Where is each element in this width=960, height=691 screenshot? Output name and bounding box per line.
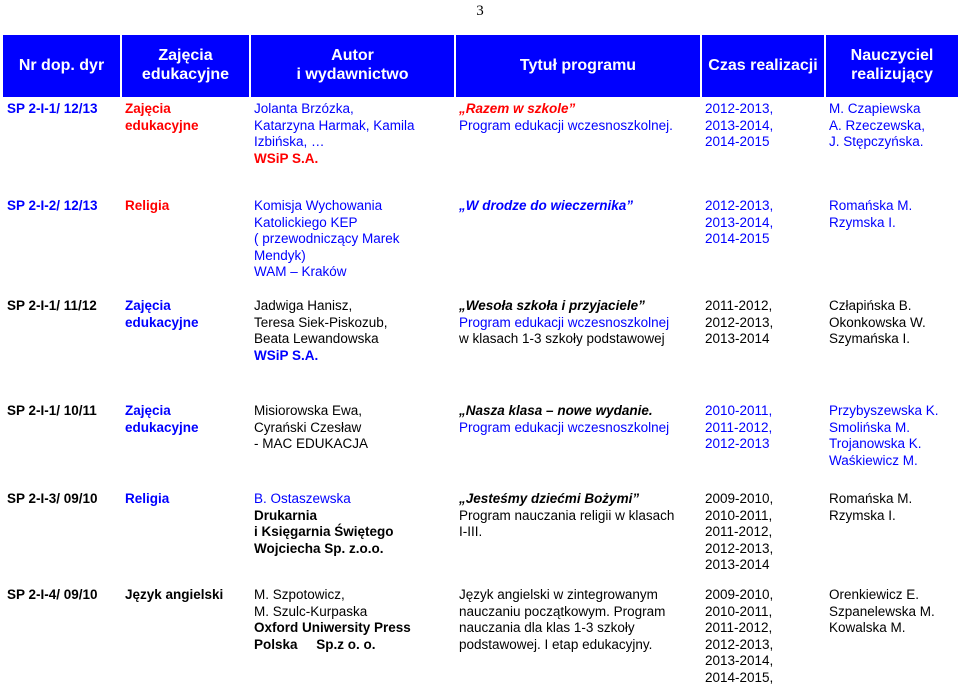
table-row <box>3 96 958 198</box>
czas-line: 2012-2013, <box>705 198 774 213</box>
header-autor <box>250 35 455 96</box>
czas-line: 2011-2012, <box>705 419 773 435</box>
teacher-line: Orenkiewicz E. <box>829 587 920 602</box>
cell-tytul <box>455 96 701 198</box>
cell-czas <box>701 491 825 587</box>
header-zajecia: Zajęcia edukacyjne <box>121 35 250 96</box>
teacher-line: Romańska M. <box>829 491 913 506</box>
table-header-row <box>3 35 958 96</box>
czas-line: 2010-2011, <box>705 403 773 418</box>
cell-czas <box>701 587 825 687</box>
autor-line: M. Szulc-Kurpaska <box>254 603 368 619</box>
cell-tytul <box>455 491 701 587</box>
cell-autor <box>250 587 455 687</box>
cell-autor <box>250 96 455 198</box>
program-desc: podstawowej. I etap edukacyjny. <box>459 636 653 652</box>
cell-autor <box>250 403 455 491</box>
header-nauczyciel: Nauczyciel realizujący <box>825 35 958 96</box>
cell-tytul <box>455 403 701 491</box>
cell-czas <box>701 96 825 198</box>
autor-line: Mendyk) <box>254 247 306 263</box>
cell-nauczyciel <box>825 491 958 587</box>
program-title: „Jesteśmy dziećmi Bożymi” <box>459 491 640 506</box>
wydawnictwo: WSiP S.A. <box>254 347 319 363</box>
autor-line: B. Ostaszewska <box>254 491 351 506</box>
czas-line: 2013-2014, <box>705 214 774 230</box>
czas-line: 2012-2013 <box>705 436 770 451</box>
program-desc: nauczania dla klas 1-3 szkoły <box>459 620 635 635</box>
wydawnictwo: WSiP S.A. <box>254 150 319 166</box>
wydawnictwo: Polska Sp.z o. o. <box>254 636 376 652</box>
page-number: 3 <box>476 3 484 19</box>
cell-tytul <box>455 198 701 298</box>
cell-czas <box>701 403 825 491</box>
autor-line: WAM – Kraków <box>254 264 347 279</box>
teacher-line: Rzymska I. <box>829 214 896 230</box>
table-row <box>3 298 958 403</box>
program-desc: I-III. <box>459 524 483 539</box>
cell-tytul <box>455 298 701 403</box>
autor-line: Katolickiego KEP <box>254 214 358 230</box>
cell-nauczyciel <box>825 96 958 198</box>
autor-line: ( przewodniczący Marek <box>254 231 400 246</box>
czas-line: 2012-2013, <box>705 101 774 116</box>
cell-nauczyciel <box>825 298 958 403</box>
czas-line: 2011-2012, <box>705 524 773 539</box>
header-autor-line1: Autor <box>331 47 374 64</box>
czas-line: 2012-2013, <box>705 540 774 556</box>
teacher-line: J. Stępczyńska. <box>829 134 924 149</box>
cell-czas <box>701 198 825 298</box>
czas-line: 2010-2011, <box>705 603 773 619</box>
teacher-line: Przybyszewska K. <box>829 403 939 418</box>
czas-line: 2011-2012, <box>705 620 773 635</box>
autor-line: Cyrański Czesław <box>254 419 362 435</box>
autor-line: Katarzyna Harmak, Kamila <box>254 117 415 133</box>
wydawnictwo: Drukarnia <box>254 507 318 523</box>
czas-line: 2013-2014 <box>705 557 770 572</box>
program-desc: nauczaniu początkowym. Program <box>459 603 666 619</box>
teacher-line: M. Czapiewska <box>829 101 921 116</box>
wydawnictwo: Wojciecha Sp. z.o.o. <box>254 540 384 556</box>
cell-nauczyciel <box>825 198 958 298</box>
cell-autor <box>250 198 455 298</box>
header-czas: Czas realizacji <box>701 35 825 96</box>
cell-zajecia: Zajęcia edukacyjne <box>121 96 250 198</box>
table-row <box>3 491 958 587</box>
program-title: „Razem w szkole” <box>459 101 576 116</box>
programs-table <box>3 35 958 687</box>
cell-czas <box>701 298 825 403</box>
cell-nr: SP 2-I-1/ 10/11 <box>7 403 97 418</box>
program-title: „Wesoła szkoła i przyjaciele” <box>459 298 645 313</box>
header-autor-line2: i wydawnictwo <box>296 66 409 83</box>
wydawnictwo: - MAC EDUKACJA <box>254 436 369 451</box>
czas-line: 2009-2010, <box>705 491 774 506</box>
cell-nr: SP 2-I-3/ 09/10 <box>7 491 98 506</box>
autor-line: Beata Lewandowska <box>254 331 379 346</box>
autor-line: Jolanta Brzózka, <box>254 101 354 116</box>
cell-zajecia: Religia <box>125 198 170 213</box>
cell-nr: SP 2-I-2/ 12/13 <box>7 198 98 213</box>
header-nr: Nr dop. dyr <box>3 35 121 96</box>
czas-line: 2013-2014, <box>705 653 774 668</box>
autor-line: Jadwiga Hanisz, <box>254 298 353 313</box>
teacher-line: Okonkowska W. <box>829 314 926 330</box>
teacher-line: Człapińska B. <box>829 298 912 313</box>
cell-nr: SP 2-I-1/ 11/12 <box>7 298 97 313</box>
teacher-line: Romańska M. <box>829 198 913 213</box>
teacher-line: Waśkiewicz M. <box>829 452 918 468</box>
program-desc: Program nauczania religii w klasach <box>459 507 675 523</box>
cell-nr: SP 2-I-4/ 09/10 <box>7 587 98 602</box>
header-tytul: Tytuł programu <box>455 35 701 96</box>
czas-line: 2013-2014, <box>705 117 774 133</box>
program-desc: w klasach 1-3 szkoły podstawowej <box>459 331 665 346</box>
cell-zajecia: Język angielski <box>125 587 224 602</box>
teacher-line: Kowalska M. <box>829 620 906 635</box>
autor-line: Izbińska, … <box>254 134 325 149</box>
czas-line: 2009-2010, <box>705 587 774 602</box>
cell-nr: SP 2-I-1/ 12/13 <box>3 96 121 198</box>
program-desc: Język angielski w zintegrowanym <box>459 587 658 602</box>
czas-line: 2013-2014 <box>705 331 770 346</box>
table-row <box>3 587 958 687</box>
czas-line: 2014-2015, <box>705 669 774 685</box>
teacher-line: A. Rzeczewska, <box>829 117 926 133</box>
autor-line: Misiorowska Ewa, <box>254 403 363 418</box>
program-desc: Program edukacji wczesnoszkolnej <box>459 419 670 435</box>
czas-line: 2011-2012, <box>705 298 773 313</box>
cell-autor <box>250 298 455 403</box>
autor-line: Teresa Siek-Piskozub, <box>254 314 388 330</box>
cell-nauczyciel <box>825 587 958 687</box>
program-title: „Nasza klasa – nowe wydanie. <box>459 403 653 418</box>
table-row <box>3 403 958 491</box>
cell-zajecia: Zajęcia edukacyjne <box>125 403 199 435</box>
cell-autor <box>250 491 455 587</box>
czas-line: 2012-2013, <box>705 314 774 330</box>
cell-tytul <box>455 587 701 687</box>
teacher-line: Trojanowska K. <box>829 436 922 451</box>
czas-line: 2010-2011, <box>705 507 773 523</box>
wydawnictwo: Oxford Uniwersity Press <box>254 620 411 635</box>
cell-nauczyciel <box>825 403 958 491</box>
autor-line: Komisja Wychowania <box>254 198 383 213</box>
table-row <box>3 198 958 298</box>
program-desc: Program edukacji wczesnoszkolnej <box>459 314 670 330</box>
teacher-line: Szymańska I. <box>829 331 911 346</box>
program-desc: Program edukacji wczesnoszkolnej. <box>459 117 673 133</box>
teacher-line: Smolińska M. <box>829 419 911 435</box>
cell-zajecia: Religia <box>125 491 170 506</box>
czas-line: 2014-2015 <box>705 231 770 246</box>
autor-line: M. Szpotowicz, <box>254 587 345 602</box>
teacher-line: Rzymska I. <box>829 507 896 523</box>
cell-zajecia: Zajęcia edukacyjne <box>125 298 199 330</box>
wydawnictwo: i Księgarnia Świętego <box>254 524 394 539</box>
czas-line: 2012-2013, <box>705 636 774 652</box>
program-title: „W drodze do wieczernika” <box>459 198 634 213</box>
czas-line: 2014-2015 <box>705 134 770 149</box>
teacher-line: Szpanelewska M. <box>829 603 935 619</box>
